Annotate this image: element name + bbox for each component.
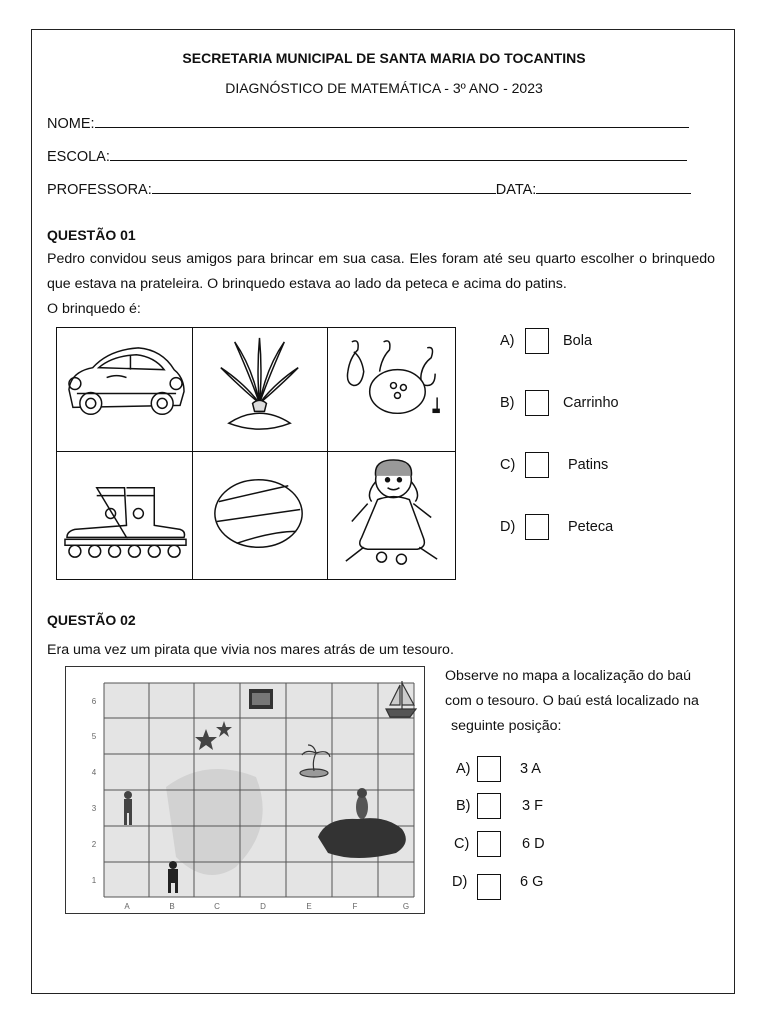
q1-option-a-letter: A) [500, 333, 515, 349]
bowling-icon [328, 328, 455, 451]
shelf-cell-ball [193, 452, 328, 579]
treasure-map [65, 666, 425, 914]
shelf-cell-doll [328, 452, 455, 579]
school-line[interactable] [110, 148, 687, 161]
q1-option-a-checkbox[interactable] [525, 328, 549, 354]
shuttlecock-icon [193, 328, 327, 451]
name-field[interactable] [47, 115, 689, 132]
doll-icon [328, 452, 455, 579]
school-label: ESCOLA: [47, 149, 110, 165]
map-row-label: 4 [91, 768, 97, 777]
q1-option-b-text: Carrinho [563, 395, 619, 411]
shelf-cell-bowling [328, 328, 455, 452]
map-column-label: A [124, 902, 130, 911]
date-label: DATA: [495, 182, 537, 198]
q1-option-b-letter: B) [500, 395, 515, 411]
document-title: SECRETARIA MUNICIPAL DE SANTA MARIA DO TOCANTINS [182, 50, 586, 66]
question-2-title: QUESTÃO 02 [47, 612, 136, 628]
treasure-chest-icon [249, 689, 273, 709]
q1-option-d-text: Peteca [568, 519, 614, 535]
map-row-label: 2 [91, 840, 97, 849]
q1-option-d-checkbox[interactable] [525, 514, 549, 540]
map-row-label: 3 [91, 804, 97, 813]
question-2-intro: Era uma vez um pirata que vivia nos mares atrás de um tesouro. [47, 642, 454, 658]
car-icon [57, 328, 192, 451]
question-2-text-line-2: com o tesouro. O baú está localizado na [445, 693, 699, 709]
question-2-text-line-3: seguinte posição: [451, 718, 562, 734]
q1-option-c-letter: C) [500, 457, 516, 473]
map-row-label: 5 [91, 732, 97, 741]
name-label: NOME: [47, 116, 95, 132]
date-line[interactable] [536, 181, 691, 194]
map-column-label: G [402, 902, 410, 911]
map-column-label: D [260, 902, 266, 911]
school-field[interactable] [47, 148, 687, 165]
q2-option-c-checkbox[interactable] [477, 831, 501, 857]
q1-option-d-letter: D) [500, 519, 516, 535]
roller-skates-icon [57, 452, 192, 579]
q1-option-c-text: Patins [568, 457, 609, 473]
question-1-title: QUESTÃO 01 [47, 227, 136, 243]
q1-option-c-checkbox[interactable] [525, 452, 549, 478]
teacher-label: PROFESSORA: [47, 182, 152, 198]
teacher-line[interactable] [152, 181, 496, 194]
name-line[interactable] [95, 115, 689, 128]
map-column-label: B [169, 902, 175, 911]
q2-option-a-letter: A) [456, 761, 471, 777]
q2-option-d-checkbox[interactable] [477, 874, 501, 900]
q2-option-b-letter: B) [456, 798, 471, 814]
map-row-label: 6 [91, 697, 97, 706]
map-column-label: F [352, 902, 358, 911]
question-1-prompt: O brinquedo é: [47, 301, 141, 317]
document-subtitle: DIAGNÓSTICO DE MATEMÁTICA - 3º ANO - 2023 [225, 80, 543, 96]
q2-option-b-text: 3 F [522, 798, 543, 814]
q2-option-c-letter: C) [454, 836, 470, 852]
q2-option-d-text: 6 G [520, 874, 544, 890]
question-2-text-line-1: Observe no mapa a localização do baú [445, 668, 692, 684]
ball-icon [193, 452, 327, 579]
question-1-text: Pedro convidou seus amigos para brincar em sua casa. Eles foram até seu quarto escolher o brinquedo que estava na prateleira. O brinquedo estava ao lado da peteca e acima do patins. [47, 251, 715, 292]
q1-option-a-text: Bola [563, 333, 593, 349]
map-grid [66, 667, 424, 913]
q2-option-b-checkbox[interactable] [477, 793, 501, 819]
shelf-cell-car [57, 328, 193, 452]
map-row-label: 1 [91, 876, 97, 885]
q1-option-b-checkbox[interactable] [525, 390, 549, 416]
q2-option-c-text: 6 D [522, 836, 545, 852]
map-column-label: C [214, 902, 220, 911]
teacher-date-field[interactable] [47, 181, 691, 198]
q2-option-d-letter: D) [452, 874, 468, 890]
toy-shelf-grid [56, 327, 456, 580]
q2-option-a-checkbox[interactable] [477, 756, 501, 782]
shelf-cell-shuttlecock [193, 328, 328, 452]
shelf-cell-skates [57, 452, 193, 579]
map-column-label: E [306, 902, 312, 911]
q2-option-a-text: 3 A [520, 761, 541, 777]
